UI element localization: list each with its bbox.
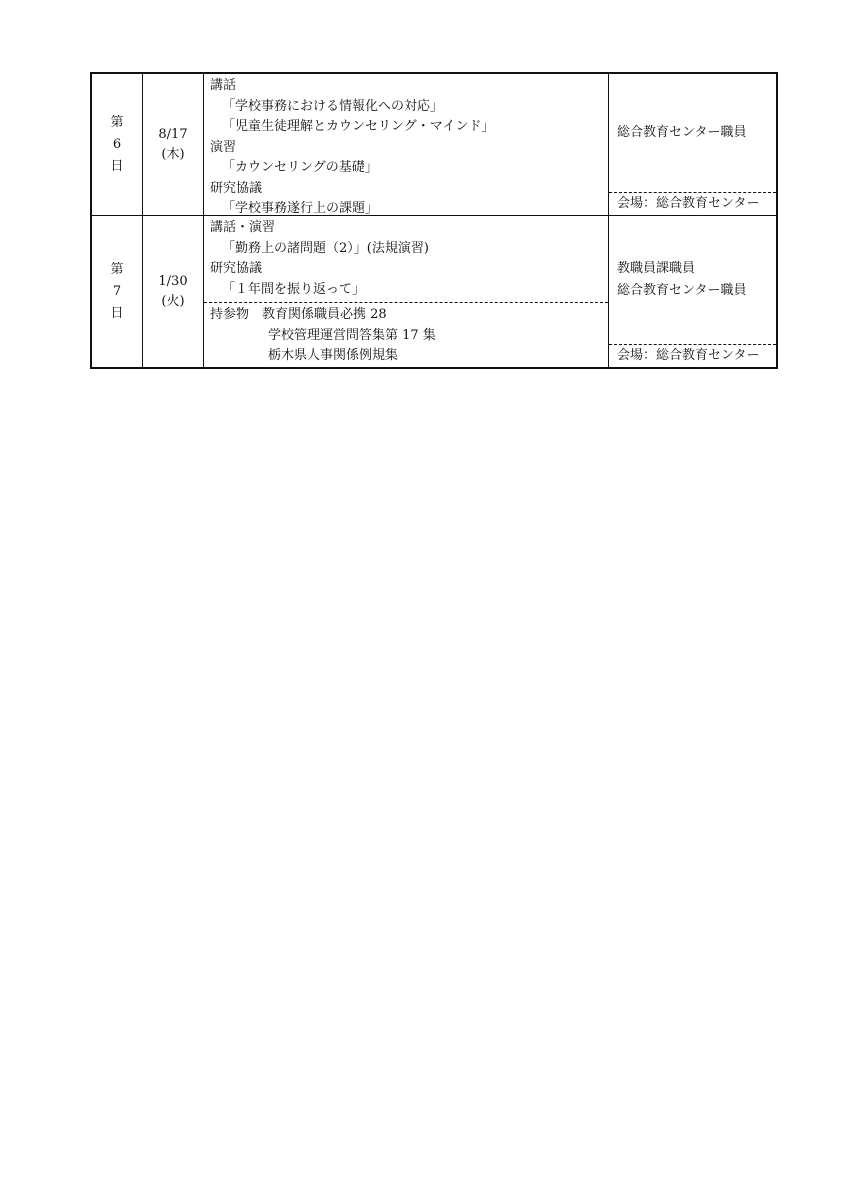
table-row xyxy=(92,215,776,367)
content-cell xyxy=(204,216,609,367)
session-topic: 「学校事務遂行上の課題」 xyxy=(222,201,379,216)
date-cell xyxy=(143,74,204,215)
session-topic: 「カウンセリングの基礎」 xyxy=(222,160,378,175)
items-label: 持参物 xyxy=(210,307,250,322)
session-list xyxy=(204,74,608,222)
schedule-table xyxy=(90,72,778,369)
day-char: 第 xyxy=(110,114,124,130)
day-char: 日 xyxy=(110,158,124,174)
table-row xyxy=(92,74,776,215)
item: 学校管理運営問答集第 17 集 xyxy=(268,327,436,343)
session-topic: 「学校事務における情報化への対応」 xyxy=(222,98,444,114)
session-list xyxy=(204,216,608,302)
session-topic: 「１年間を振り返って」 xyxy=(222,281,366,297)
date: 8/17 xyxy=(158,126,188,142)
item: 教育関係職員必携 28 xyxy=(262,307,387,322)
session-topic: 「勤務上の諸問題（2）」(法規演習) xyxy=(222,240,429,256)
instructors xyxy=(609,74,776,192)
instructor: 教職員課職員 xyxy=(617,261,696,276)
day-char: 第 xyxy=(110,261,124,277)
day-cell xyxy=(92,74,143,215)
day-char: 日 xyxy=(110,305,124,321)
items-row xyxy=(210,305,602,326)
day-cell xyxy=(92,216,143,367)
day-number: 6 xyxy=(112,136,122,152)
items-to-bring xyxy=(204,302,608,369)
venue: 会場：総合教育センター xyxy=(609,344,776,367)
content-cell xyxy=(204,74,609,215)
date: 1/30 xyxy=(158,273,188,289)
session-topic: 「児童生徒理解とカウンセリング・マインド」 xyxy=(222,119,495,134)
instructors xyxy=(609,216,776,344)
session-heading: 講話 xyxy=(210,78,237,93)
weekday: (木) xyxy=(161,146,185,162)
day-number: 7 xyxy=(112,283,122,299)
instructor: 総合教育センター職員 xyxy=(617,283,747,298)
session-heading: 講話・演習 xyxy=(210,220,276,235)
session-heading: 研究協議 xyxy=(210,261,263,276)
date-cell xyxy=(143,216,204,367)
instructor: 総合教育センター職員 xyxy=(617,125,747,140)
weekday: (火) xyxy=(161,293,185,309)
staff-cell xyxy=(609,74,776,215)
staff-cell xyxy=(609,216,776,367)
session-heading: 研究協議 xyxy=(210,180,263,196)
item: 栃木県人事関係例規集 xyxy=(268,348,399,363)
venue: 会場：総合教育センター xyxy=(609,192,776,215)
session-heading: 演習 xyxy=(210,139,237,155)
